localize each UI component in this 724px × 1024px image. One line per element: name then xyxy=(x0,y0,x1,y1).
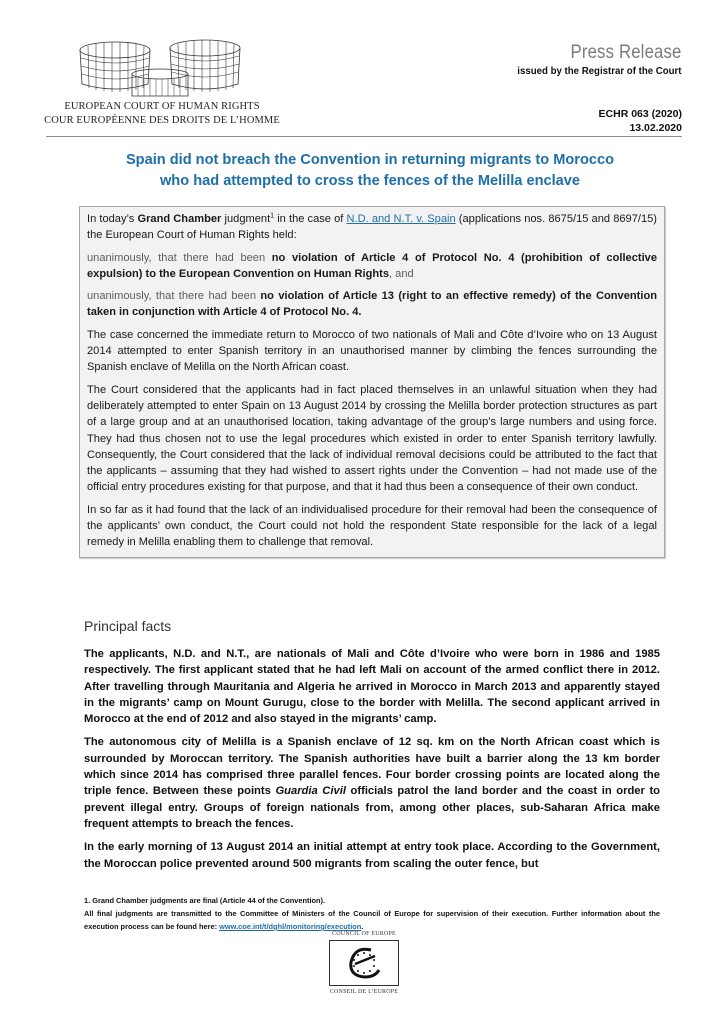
holding-bold: no violation of Article 13 (right to an effective remedy) of the Convention taken in conjunction with Article 4 of Protocol No. 4. xyxy=(87,290,657,319)
principal-facts-body xyxy=(84,646,660,879)
facts-paragraph: The applicants, N.D. and N.T., are nationals of Mali and Côte d’Ivoire who were born in 1986 and 1985 respectively. The first applicant stated that he had left Mali on account of the armed conflict there in 2012. After travelling through Mauritania and Algeria he arrived in Morocco in March 2013 and apparently stayed in the migrants’ camp on Mount Gurugu, close to the border with Melilla. The second applicant arrived in Morocco at the end of 2012 and also stayed in the migrants’ camp. xyxy=(84,648,660,726)
coe-label-fr: CONSEIL DE L’EUROPE xyxy=(329,989,399,995)
facts-text: officials patrol the land border and the coast in order to prevent illegal entry. Groups of foreign nationals from, among other places, sub-Saharan Africa make frequent attempts to breach the fences. xyxy=(84,785,661,830)
title-line-1: Spain did not breach the Convention in returning migrants to Morocco xyxy=(125,152,615,168)
council-of-europe-stars-icon xyxy=(341,944,387,982)
issued-by: issued by the Registrar of the Court xyxy=(517,65,682,77)
title-line-2: who had attempted to cross the fences of the Melilla enclave xyxy=(159,173,581,189)
holding-text: unanimously, that there had been xyxy=(87,290,261,303)
summary-paragraph: In so far as it had found that the lack of an individualised procedure for their removal had been the consequence of the applicants’ own conduct, the Court could not hold the respondent State responsible for the lack of a legal remedy in Melilla enabling them to challenge that removal. xyxy=(87,503,657,549)
coe-label-en: COUNCIL OF EUROPE xyxy=(332,931,396,937)
summary-intro xyxy=(87,211,657,244)
summary-box xyxy=(79,206,665,558)
document-reference xyxy=(599,107,682,135)
facts-paragraph: In the early morning of 13 August 2014 an initial attempt at entry took place. According to the Government, the Moroccan police prevented around 500 migrants from scaling the outer fence, but xyxy=(84,841,660,870)
court-name xyxy=(44,100,280,128)
intro-bold: Grand Chamber xyxy=(137,213,222,225)
intro-text: (applications nos. 8675/15 and 8697/15) the European Court of Human Rights held: xyxy=(87,213,657,242)
press-release-header xyxy=(503,42,682,77)
execution-link[interactable]: www.coe.int/t/dghl/monitoring/execution xyxy=(219,922,362,931)
facts-italic: Guardia Civil xyxy=(275,785,346,798)
holding-text: , and xyxy=(389,267,414,280)
coe-emblem xyxy=(329,940,399,986)
intro-text: In today’s xyxy=(87,213,138,225)
holding-text: unanimously, that there had been xyxy=(87,251,272,264)
header-divider xyxy=(46,136,682,137)
intro-text: in the case of xyxy=(274,213,347,225)
footnote-text: All final judgments are transmitted to the Committee of Ministers of the Council of Europe for supervision of their execution. Further information about the execution process can be found here: xyxy=(84,909,660,931)
reference-number: ECHR 063 (2020) xyxy=(598,108,682,120)
holding-2 xyxy=(87,288,657,321)
page-title xyxy=(60,150,680,192)
court-name-fr: COUR EUROPÉENNE DES DROITS DE L’HOMME xyxy=(44,115,280,126)
summary-paragraph: The Court considered that the applicants had in fact placed themselves in an unlawful situation when they had deliberately attempted to enter Spain on 13 August 2014 by crossing the Melilla border protection structures as part of a large group and at an unauthorised location, taking advantage of the group’s large numbers and using force. They had thus chosen not to use the legal procedures which existed in order to enter Spanish territory lawfully. Consequently, the Court considered that the lack of individual removal decisions could be attributed to the fact that the applicants – assuming that they had wished to assert rights under the Convention – had not made use of the official entry procedures existing for that purpose, and that it had thus been a consequence of their own conduct. xyxy=(87,383,657,494)
intro-text: judgment xyxy=(221,213,271,225)
court-building-logo-icon xyxy=(70,36,250,98)
summary-paragraph: The case concerned the immediate return to Morocco of two nationals of Mali and Côte d’Ivoire who on 13 August 2014 attempted to enter Spanish territory in an unauthorised manner by climbing the fences surrounding the Spanish enclave of Melilla on the North African coast. xyxy=(87,328,657,374)
footnote-ref[interactable]: 1 xyxy=(270,212,275,220)
release-date: 13.02.2020 xyxy=(629,122,682,134)
facts-paragraph xyxy=(84,734,660,832)
case-link[interactable]: N.D. and N.T. v. Spain xyxy=(346,213,456,225)
court-name-en: EUROPEAN COURT OF HUMAN RIGHTS xyxy=(64,101,260,112)
footnotes xyxy=(84,894,660,933)
footnote-text: . xyxy=(361,922,364,931)
footnote-1: 1. Grand Chamber judgments are final (Article 44 of the Convention). xyxy=(84,896,326,905)
court-logo xyxy=(60,36,260,108)
council-of-europe-logo xyxy=(325,930,403,996)
holding-1 xyxy=(87,250,657,283)
section-heading-principal-facts: Principal facts xyxy=(84,618,172,634)
holding-bold: no violation of Article 4 of Protocol No. 4 (prohibition of collective expulsion) to the European Convention on Human Rights xyxy=(87,251,657,280)
facts-text: The autonomous city of Melilla is a Spanish enclave of 12 sq. km on the North African coast which is surrounded by Moroccan territory. The Spanish authorities have built a barrier along the 13 km border which since 2014 has comprised three parallel fences. Four border crossing points are located along the triple fence. Between these points xyxy=(84,736,660,798)
doc-type: Press Release xyxy=(570,42,682,63)
